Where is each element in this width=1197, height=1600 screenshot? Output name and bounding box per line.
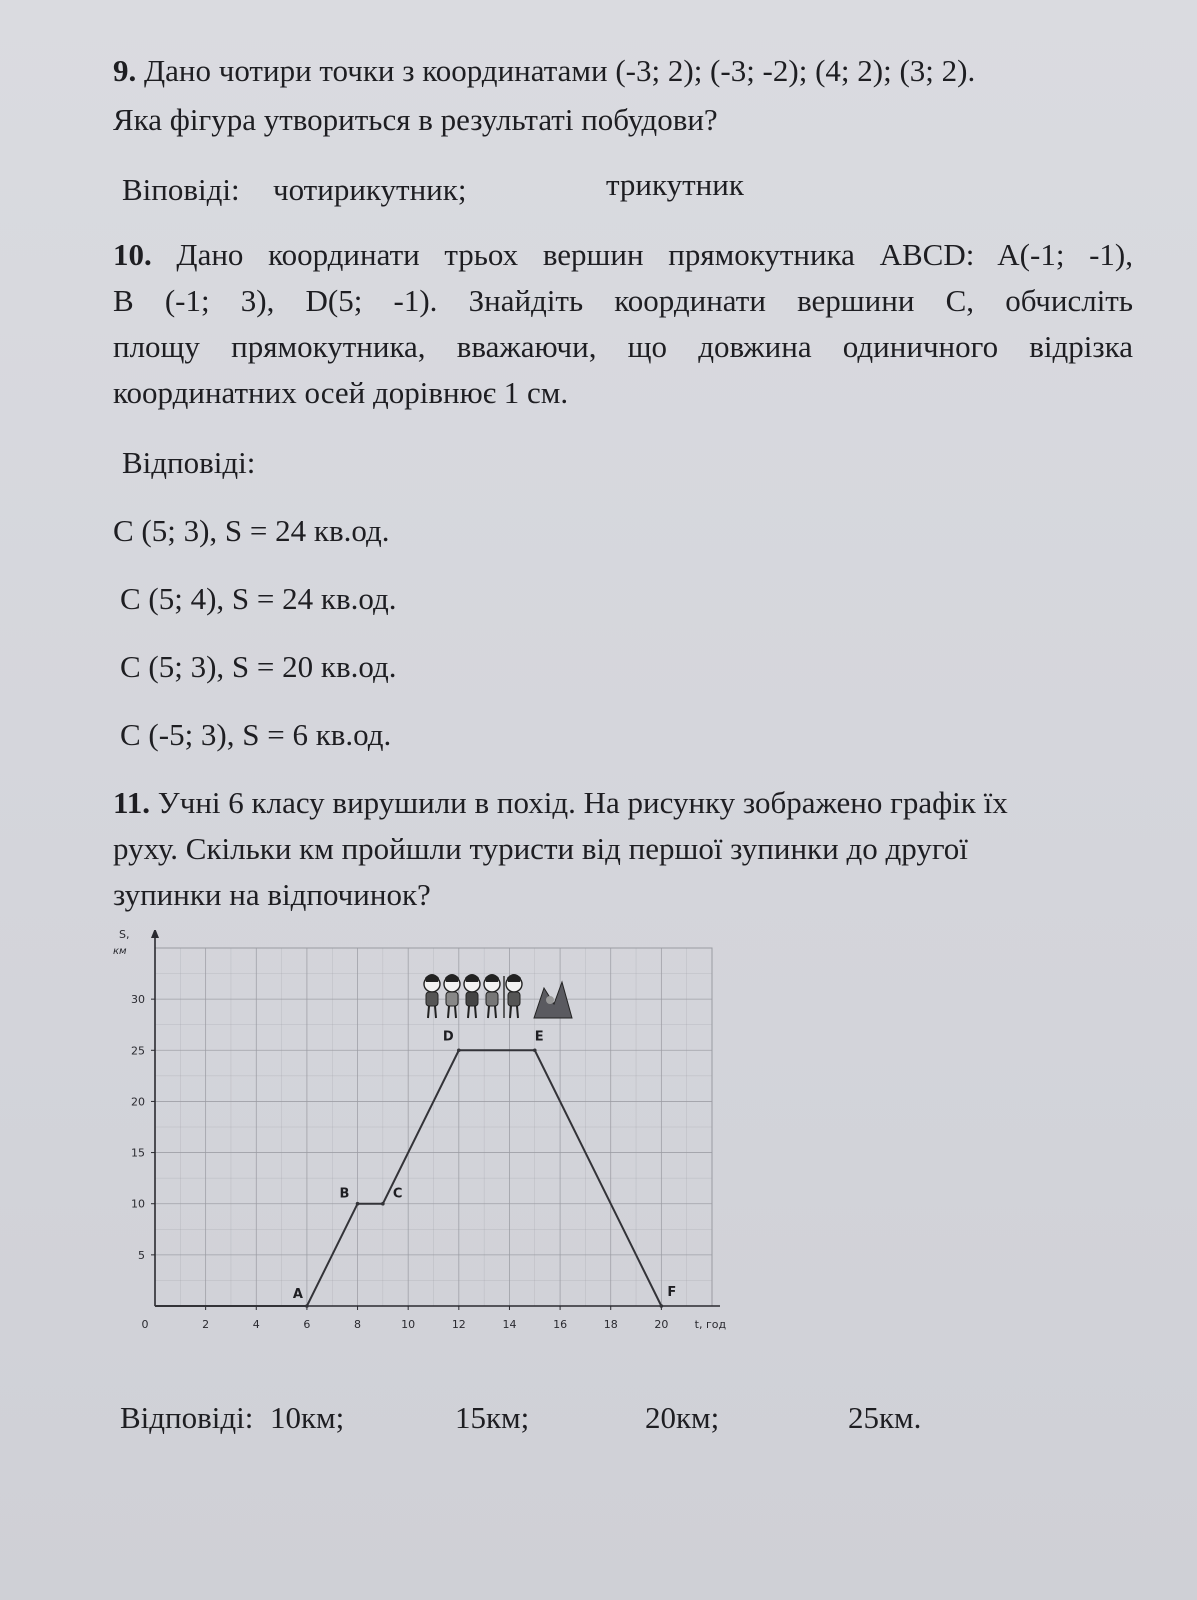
y-tick-label: 30 [131,993,145,1007]
q10-text-1: Дано координати трьох вершин прямокутника ABCD: A(-1; -1), [176,237,1133,272]
hiker-leg [517,1006,518,1018]
hiker-leg [495,1006,496,1018]
point-label-a: A [292,1287,303,1302]
hiker-body [426,992,438,1006]
q11-answers [120,1395,1120,1441]
q11-answers-label: Відповіді: [120,1400,254,1435]
hiker-body [508,992,520,1006]
motion-graph-svg [100,930,750,1370]
q9-line1 [113,48,975,94]
hiker-body [446,992,458,1006]
q10-option-3: C (5; 3), S = 20 кв.од. [120,649,397,684]
q10-line2: B (-1; 3), D(5; -1). Знайдіть координати вершини C, обчисліть [113,283,1133,318]
q10-line1 [113,232,1133,278]
y-tick-label: 25 [131,1044,145,1058]
q11-line2: руху. Скільки км пройшли туристи від першої зупинки до другої [113,831,968,866]
x-tick-label: 4 [252,1318,260,1331]
q11-option-2: 15км; [455,1400,530,1435]
point-b [356,1202,360,1206]
q10-line3: площу прямокутника, вважаючи, що довжина одиничного відрізка [113,329,1133,364]
hiker-leg [475,1006,476,1018]
hiker-leg [488,1006,489,1018]
q11-line1 [113,780,1008,826]
q11-option-4: 25км. [848,1400,922,1435]
y-axis-unit: км [113,946,127,957]
q9-answer-2: трикутник [606,167,744,202]
point-label-f: F [667,1285,677,1300]
hiker-hair [425,974,439,982]
hiker-hair [485,974,499,982]
hikers-picture [424,974,572,1018]
x-tick-label: 16 [553,1318,568,1331]
x-tick-label: 10 [401,1318,416,1331]
hiker-leg [468,1006,469,1018]
y-tick-label: 20 [131,1095,145,1109]
point-label-d: D [442,1029,454,1045]
y-tick-label: 5 [138,1248,145,1262]
q10-number: 10. [113,237,152,272]
q10-answers-label: Відповіді: [122,445,256,480]
x-tick-label: 12 [451,1318,466,1331]
q10-line4: координатних осей дорівнює 1 см. [113,375,569,410]
q11-option-1: 10км; [270,1400,345,1435]
x-axis-label: t, год [694,1318,727,1331]
x-tick-label: 0 [141,1318,149,1331]
y-tick-label: 10 [131,1197,145,1211]
q11-text-1: Учні 6 класу вирушили в похід. На рисунку зображено графік їх [157,785,1008,820]
q10-option-4: C (-5; 3), S = 6 кв.од. [120,717,392,752]
point-d [457,1048,461,1052]
point-e [533,1048,537,1052]
x-tick-label: 2 [202,1318,210,1331]
hiker-leg [510,1006,511,1018]
q9-line2: Яка фігура утвориться в результаті побудови? [113,102,718,137]
q9-text-1: Дано чотири точки з координатами (-3; 2); (-3; -2); (4; 2); (3; 2). [144,53,976,88]
point-f [660,1304,664,1308]
x-tick-label: 20 [654,1318,669,1331]
hiker-hair [465,974,479,982]
backpack-detail [546,996,554,1004]
q11-number: 11. [113,785,151,820]
q9-number: 9. [113,53,137,88]
point-c [381,1202,385,1206]
point-label-c: C [392,1186,403,1202]
hiker-leg [435,1006,436,1018]
q10-option-2: C (5; 4), S = 24 кв.од. [120,581,397,616]
point-label-e: E [534,1029,544,1045]
hiker-body [466,992,478,1006]
x-tick-label: 6 [303,1318,311,1331]
point-label-b: B [339,1186,350,1202]
q10-option-1: C (5; 3), S = 24 кв.од. [113,513,390,548]
y-axis-label: S, [119,930,130,941]
motion-graph [100,930,750,1370]
x-tick-label: 8 [354,1318,362,1331]
x-tick-label: 18 [603,1318,618,1331]
hiker-hair [445,974,459,982]
hiker-leg [455,1006,456,1018]
hiker-leg [428,1006,429,1018]
hiker-body [486,992,498,1006]
q11-option-3: 20км; [645,1400,720,1435]
point-a [305,1304,309,1308]
y-tick-label: 15 [131,1146,145,1160]
q9-answers-label: Віповіді: [122,172,240,207]
q9-answer-1: чотирикутник; [273,172,467,207]
q11-line3: зупинки на відпочинок? [113,877,431,912]
x-tick-label: 14 [502,1318,517,1331]
hiker-leg [448,1006,449,1018]
y-axis-arrow [151,930,159,938]
